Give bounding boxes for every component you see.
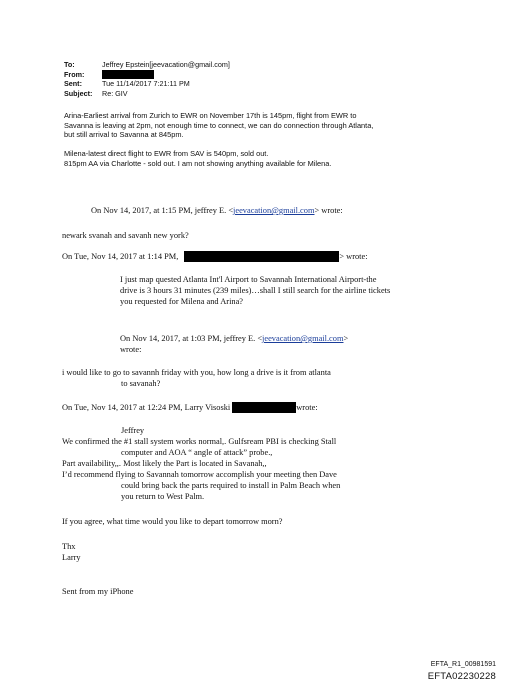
quote-body-4 xyxy=(62,425,340,502)
quote-line: I just map quested Atlanta Int'l Airport to Savannah International Airport-the xyxy=(120,275,377,284)
quote-header-3: On Nov 14, 2017, at 1:03 PM, jeffrey E. <jeevacation@gmail.com> wrote: xyxy=(120,334,349,354)
from-row xyxy=(64,70,230,80)
greeting: Jeffrey xyxy=(121,426,145,435)
body-line: Savanna is leaving at 2pm, not enough time to connect, we can do connection through Atlanta, xyxy=(64,120,374,130)
quote-line: computer and AOA “ angle of attack” probe., xyxy=(121,448,273,457)
quote-line: i would like to go to savannh friday with you, how long a drive is it from atlanta xyxy=(62,368,331,377)
quote-header-4: On Tue, Nov 14, 2017 at 12:24 PM, Larry Visoski wrote: xyxy=(62,403,318,412)
quote-body-3 xyxy=(62,367,331,389)
sent-label: Sent: xyxy=(64,79,82,88)
email-header xyxy=(64,60,230,98)
signature-name: Larry xyxy=(62,553,81,562)
footer-id-1: EFTA_R1_00981591 xyxy=(430,661,496,668)
quote-line: I’d recommend flying to Savannah tomorrow accomplish your meeting then Dave xyxy=(62,470,337,479)
to-row xyxy=(64,60,230,70)
quote-line: Part availability,,. Most likely the Part is located in Savanah,, xyxy=(62,459,267,468)
to-value: Jeffrey Epstein[jeevacation@gmail.com] xyxy=(102,60,230,69)
quote-line: We confirmed the #1 stall system works normal,. Gulfsream PBI is checking Stall xyxy=(62,437,337,446)
body-line: 815pm AA via Charlotte - sold out. I am not showing anything available for Milena. xyxy=(64,158,332,168)
thanks: Thx xyxy=(62,542,76,551)
quote-header-2: On Tue, Nov 14, 2017 at 1:14 PM, > wrote: xyxy=(62,252,368,261)
body-paragraph-2 xyxy=(64,149,331,168)
sent-row xyxy=(64,79,230,89)
quote-body-1: newark svanah and savanh new york? xyxy=(62,231,189,240)
question-line: If you agree, what time would you like to depart tomorrow morn? xyxy=(62,517,283,526)
quote-line: drive is 3 hours 31 minutes (239 miles)…shall I still search for the airline tickets xyxy=(120,286,391,295)
quote-line: you requested for Milena and Arina? xyxy=(120,297,244,306)
sign-off xyxy=(62,541,81,563)
body-line: but still arrival to Savanna at 845pm. xyxy=(64,130,184,140)
from-redaction xyxy=(102,70,154,79)
quote-line: could bring back the parts required to install in Palm Beach when xyxy=(121,481,341,490)
footer-id-2: EFTA02230228 xyxy=(427,671,496,682)
quote-line: to savanah? xyxy=(121,379,161,388)
sender-redaction xyxy=(232,402,296,413)
subject-value: Re: GIV xyxy=(102,88,128,98)
sent-value: Tue 11/14/2017 7:21:11 PM xyxy=(102,79,190,88)
sender-redaction xyxy=(184,251,339,262)
subject-row xyxy=(64,89,230,99)
body-line: Arina-Earliest arrival from Zurich to EWR on November 17th is 145pm, flight from EWR to xyxy=(64,111,357,120)
quote-body-2 xyxy=(120,274,390,307)
email-link[interactable]: jeevacation@gmail.com xyxy=(262,334,344,343)
email-link[interactable]: jeevacation@gmail.com xyxy=(233,206,315,215)
from-label: From: xyxy=(64,69,85,79)
body-paragraph-1 xyxy=(64,111,373,140)
subject-label: Subject: xyxy=(64,88,93,98)
to-label: To: xyxy=(64,60,75,69)
quote-line: you return to West Palm. xyxy=(121,492,205,501)
quote-header-1: On Nov 14, 2017, at 1:15 PM, jeffrey E. <jeevacation@gmail.com> wrote: xyxy=(91,206,343,215)
sent-from-line: Sent from my iPhone xyxy=(62,587,134,596)
body-line: Milena-latest direct flight to EWR from SAV is 540pm, sold out. xyxy=(64,149,269,158)
